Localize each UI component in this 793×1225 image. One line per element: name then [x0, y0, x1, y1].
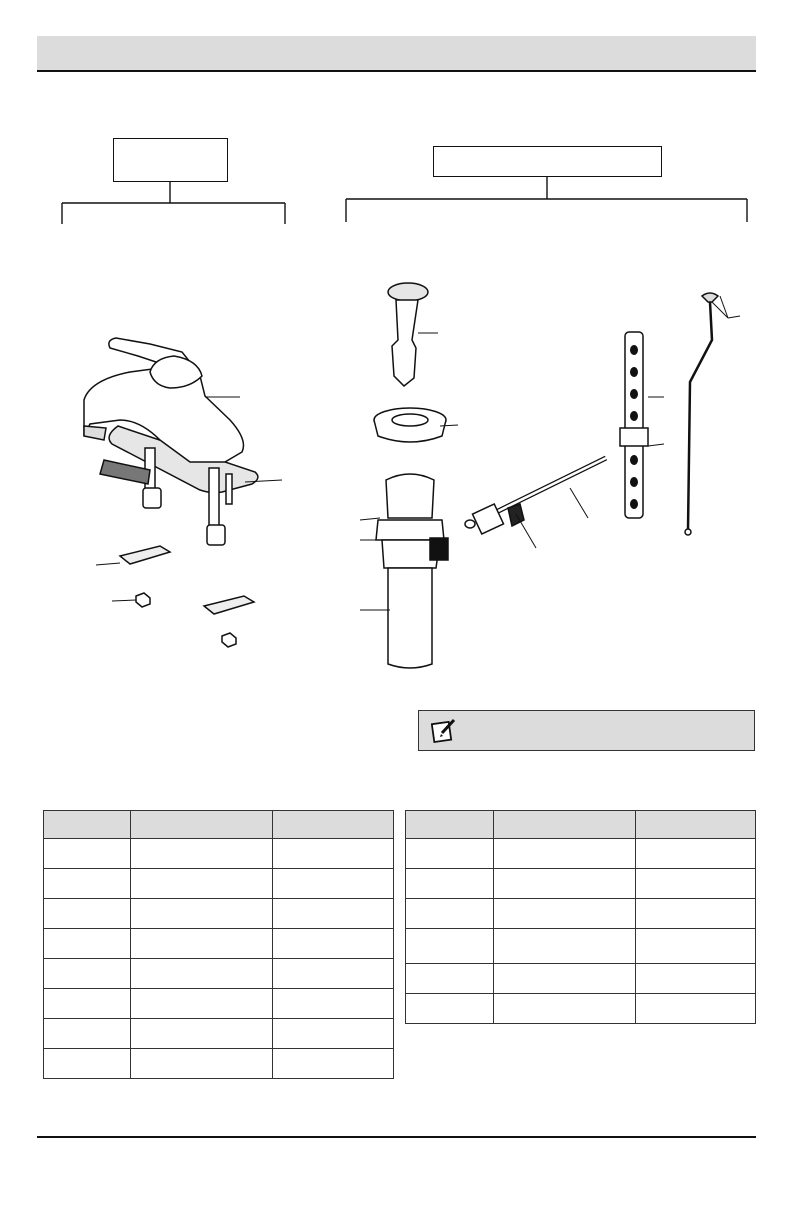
- parts-table-right: [405, 810, 756, 1024]
- table-cell: [494, 964, 636, 994]
- table-cell: [131, 839, 273, 869]
- table-row: [406, 899, 756, 929]
- table-header-cell: [273, 811, 394, 839]
- parts-table-left: [43, 810, 394, 1079]
- table-cell: [131, 959, 273, 989]
- table-row: [406, 869, 756, 899]
- table-cell: [406, 899, 494, 929]
- table-row: [44, 1049, 394, 1079]
- table-cell: [273, 899, 394, 929]
- table-cell: [273, 959, 394, 989]
- table-cell: [494, 929, 636, 964]
- drain-bracket: [346, 176, 747, 222]
- table-header-row: [406, 811, 756, 839]
- footer-rule: [37, 1136, 756, 1138]
- table-cell: [44, 959, 131, 989]
- table-cell: [131, 989, 273, 1019]
- table-row: [44, 1019, 394, 1049]
- table-row: [406, 964, 756, 994]
- table-row: [406, 994, 756, 1024]
- table-cell: [273, 839, 394, 869]
- table-cell: [636, 839, 756, 869]
- table-cell: [273, 1049, 394, 1079]
- table-cell: [131, 929, 273, 959]
- table-cell: [406, 994, 494, 1024]
- table-cell: [44, 869, 131, 899]
- table-cell: [494, 839, 636, 869]
- table-cell: [406, 869, 494, 899]
- table-row: [406, 929, 756, 964]
- table-cell: [273, 1019, 394, 1049]
- table-cell: [44, 899, 131, 929]
- table-cell: [44, 1019, 131, 1049]
- table-cell: [494, 899, 636, 929]
- table-header-cell: [636, 811, 756, 839]
- table-row: [44, 839, 394, 869]
- table-cell: [406, 929, 494, 964]
- table-cell: [44, 1049, 131, 1079]
- table-cell: [273, 929, 394, 959]
- table-row: [406, 839, 756, 869]
- table-cell: [406, 839, 494, 869]
- drain-drawing: [374, 283, 718, 668]
- table-cell: [636, 929, 756, 964]
- table-cell: [494, 869, 636, 899]
- table-row: [44, 959, 394, 989]
- note-pencil-icon: [431, 718, 457, 744]
- table-cell: [636, 899, 756, 929]
- table-header-cell: [131, 811, 273, 839]
- faucet-bracket: [62, 181, 285, 224]
- table-cell: [636, 994, 756, 1024]
- table-cell: [406, 964, 494, 994]
- faucet-drawing: [84, 338, 258, 647]
- note-box: [418, 710, 755, 751]
- table-cell: [636, 869, 756, 899]
- table-cell: [273, 869, 394, 899]
- table-cell: [494, 994, 636, 1024]
- table-cell: [131, 869, 273, 899]
- table-cell: [131, 899, 273, 929]
- table-cell: [131, 1019, 273, 1049]
- table-row: [44, 989, 394, 1019]
- table-cell: [131, 1049, 273, 1079]
- table-cell: [273, 989, 394, 1019]
- table-header-cell: [406, 811, 494, 839]
- table-cell: [44, 929, 131, 959]
- table-row: [44, 899, 394, 929]
- table-cell: [44, 989, 131, 1019]
- table-cell: [636, 964, 756, 994]
- table-header-cell: [44, 811, 131, 839]
- table-cell: [44, 839, 131, 869]
- table-row: [44, 869, 394, 899]
- table-row: [44, 929, 394, 959]
- table-header-cell: [494, 811, 636, 839]
- table-header-row: [44, 811, 394, 839]
